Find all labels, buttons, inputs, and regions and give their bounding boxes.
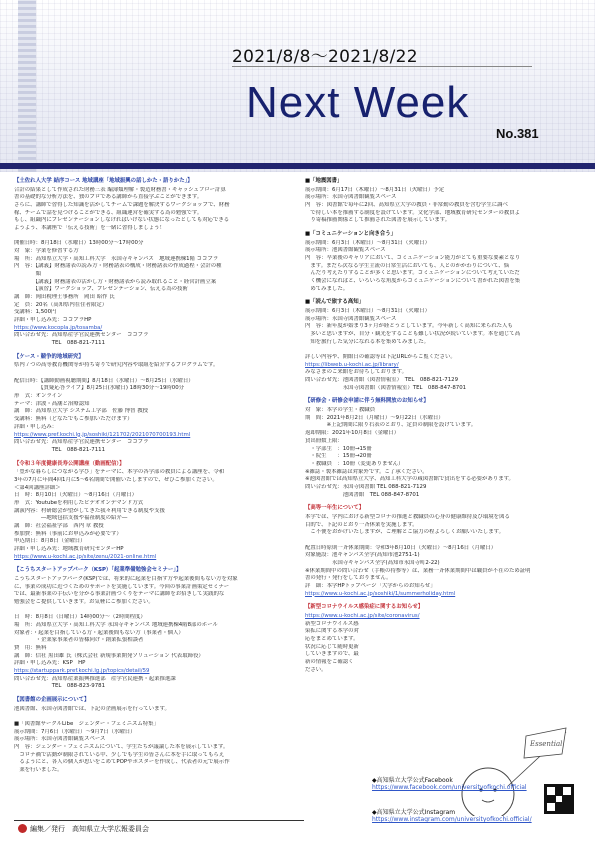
article-line: 講演内容：村研総会が望がしてきた我々利用できる制度や支援 <box>14 507 165 514</box>
article-line: 対象者：・起業を目指している方・起業後間もない方（事業者・個人） <box>14 629 184 636</box>
sns-facebook <box>372 775 527 791</box>
article-heading: 【研修会・研修会申請に伴う無料開放のお知らせ】 <box>305 398 429 405</box>
article-line: 池図書館、永国寺図書館では、下記の企画展示を行っています。 <box>14 705 170 712</box>
article-line: り寄稿推薦関係として推薦された図書を展示しています。 <box>305 217 451 224</box>
article-line: 参加費：無料（事前にお申込みが必要です） <box>14 530 122 537</box>
article-line: 応をまとめています。 <box>305 635 359 642</box>
article <box>14 178 297 348</box>
article-line: 新の情報をご確認く <box>305 658 354 665</box>
article-line: もし、組織内にプレゼンテーションしなければいけない状態になったとしても対応できる <box>14 217 230 224</box>
article-line: 「豊かな暮らしにつながる学び」をテーマに、本学の各学部の教員による講座を、令和 <box>14 469 225 476</box>
article-line: 業を行いました。 <box>14 767 63 774</box>
article-line: テーマ：津波・高潮と治療認知 <box>14 400 90 407</box>
article-line: めてみました。 <box>305 285 349 292</box>
article-line: 展示場所：池図書館観覧スペース <box>305 247 386 254</box>
article-line: 定 員：20名（高知県内在住者限定） <box>14 301 108 308</box>
article-line: 問い合わせ先：池図書館（図書情報室） TEL 088-821-7129 <box>305 377 459 384</box>
article-line: 展示期間：6月3日（木曜日）～8月31日（火曜日） <box>305 239 430 246</box>
article-line: 開催日時：8月18日（水曜日）13時00分～17時00分 <box>14 240 144 247</box>
article-line: みなさまのご来館をお待ちしております。 <box>305 369 407 376</box>
sns-instagram <box>372 807 532 823</box>
article-line: く機会になればと、いろいろな角度からコミュニケーションについて書かれた図書を集 <box>305 278 521 285</box>
contact-line: 問い合わせ先：高知県産学官民連携センター ココプラ <box>14 332 149 339</box>
article-line: 場 所：高知県立大学・高知工科大学 永国寺キャンパス 地域連携棟1階 ココプラ <box>14 255 219 262</box>
footer-text: 編集／発行 高知県立大学広報委員会 <box>30 825 149 833</box>
article-heading: 【新型コロナウイルス感染症に関するお知らせ】 <box>305 604 424 611</box>
article-line: 問い合わせ先：永国寺図書館 TEL 088-821-7129 <box>305 483 427 490</box>
article-line: 池図書館 TEL 088-847-8701 <box>305 491 420 498</box>
article-line: 書の基礎的な分析方法を、独のプロである講師から直接学ぶことができます。 <box>14 194 203 201</box>
article-link[interactable]: https://www.u-kochi.ac.jp/soshiki/1/summerholiday.html <box>305 590 456 597</box>
article-line: 永国寺図書館（図書情報室）TEL 088-847-8701 <box>305 384 467 391</box>
article-line: 受講料：1,500円 <box>14 309 57 316</box>
article-line <box>305 346 585 354</box>
footer-divider <box>14 820 304 821</box>
article-line: んだり考えたりすることが多くと思います。コミュニケーションについて考えていただ <box>305 270 520 277</box>
article <box>14 567 297 691</box>
article-line <box>14 370 297 378</box>
article-line: 多いと思いますが、自分・観光をすることも難しい状況が続いています。本を通じて高 <box>305 331 521 338</box>
article-line: 期 間：2021年8月2日（月曜日）～9月22日（水曜日） <box>305 414 444 421</box>
right-column <box>305 178 585 680</box>
article-line: 対 象：学業を修習する方 <box>14 248 79 255</box>
article-line: 詳細・申し込み先：KSP HP <box>14 660 86 667</box>
article-line: ―地域包括支援や福祉制度の紹介― <box>14 515 128 522</box>
article-link[interactable]: https://www.kocopla.jp/tosamba/ <box>14 324 103 331</box>
article-line: 詳 細：本学HPトップページ「大学からのお知らせ」 <box>305 582 436 589</box>
left-column <box>14 178 297 781</box>
contact-line: TEL 088-823-9781 <box>14 683 106 690</box>
article-line <box>305 537 585 545</box>
article-line: 合計の結果として作成された財務三表 編簿類理解・製造財務書・キャッシュフロー計算 <box>14 186 226 193</box>
article-line: ※雑誌・製本雑誌は対象外です。ご了承ください。 <box>305 468 428 475</box>
article-line: 勉強会をご提供していきます。お気軽にご参加ください。 <box>14 598 154 605</box>
article-line: ・教職員 ：10冊（変更ありません） <box>305 460 404 467</box>
article-line: 県内７つの高等教育機関等が持ち寄りで研究内容や取組を紹介するプログラムです。 <box>14 362 219 369</box>
article-line: 展示期間：6月3日（木曜日）～8月31日（火曜日） <box>305 308 430 315</box>
article-line: ＜第4回講座詳細＞ <box>14 484 61 491</box>
article-line: ■「図書館サークルLibe ジェンダー・フェミニズム特集」 <box>14 721 159 728</box>
article <box>305 178 585 225</box>
article-line: ご不便をおかけいたしますが、ご理解とご協力の程よろしくお願いいたします。 <box>305 529 505 536</box>
article-line: 展示場所：永国寺図書館観覧スペース <box>14 736 106 743</box>
article-line: 場 所：高知県立大学・高知工科大学 永国寺キャンパス 地域連携棟4階8部のホール <box>14 621 218 628</box>
article-line: 形 式：Youtubeを利用したビデオオンデマンド方式 <box>14 499 144 506</box>
article-line: 【質疑応答ライブ】8月25日(水曜日) 18時30分～19時00分 <box>14 385 185 392</box>
footer <box>18 824 149 834</box>
article-line: で持しい本を推薦する制度を設けています。文化学部、地域教育研究センターの教員よ <box>305 209 520 216</box>
article-line: 染拡に関する本学の対 <box>305 628 359 635</box>
article-link[interactable]: https://www.u-kochi.ac.jp/site/coronavirus/ <box>305 612 420 619</box>
article-line: 内 容：新年度が始まり3ヶ月が経とうとしています。今年新しく高知に来られた人も <box>305 323 513 330</box>
article <box>305 398 585 499</box>
article-line: 展示場所：永国寺図書館観覧スペース <box>305 194 397 201</box>
article-line: 受講料：無料（どなたでもご参加いただけます） <box>14 416 133 423</box>
article-line: ・企業家事業者の皆様向け・創業拡張相談者 <box>14 637 144 644</box>
article-line: 講 師：高知県立大学 システム工学部 佐藤 博智 教授 <box>14 408 148 415</box>
article-line: していきますので、最 <box>305 651 359 658</box>
article-line: 配信日時：【講師動画視聴期間】8月18日（水曜日）～8月25日（水曜日） <box>14 377 194 384</box>
article-line: ・院生 ：15冊→20冊 <box>305 453 372 460</box>
article-line: 稼、チームで話を見つけることができる、組織運営を確実する為の勉強です。 <box>14 209 203 216</box>
article-line: 貸出冊数上限： <box>305 437 343 444</box>
article-line: 日 時：8月10日（火曜日）～8月16日（月曜日） <box>14 492 138 499</box>
article-line: 日 時：8月8日（日曜日）14時00分～（2時間程度） <box>14 614 146 621</box>
article-line: 内 容：卒業後のキャリアにおいて、コミュニケーション能力がとても重要な要素となり <box>305 255 521 262</box>
article-line: 詳細・申し込み： <box>14 423 58 430</box>
date-range: 2021/8/8～2021/8/22 <box>232 47 418 67</box>
article-line: ます。まだら次なる学生主流の日常生活においても、人とのかかわりについて、悩 <box>305 262 510 269</box>
article-line <box>14 233 297 241</box>
contact-line: 問い合わせ先：高知県産業振興推進部 産学官民連携・起業推進課 <box>14 675 176 682</box>
article-link[interactable]: https://www.u-kochi.ac.jp/site/zenu/2021-online.html <box>14 553 157 560</box>
article-line: 講 師：信社 黒田雄 氏（株式会社 新規事業開発ソリューション 代表取締役） <box>14 652 204 659</box>
article-heading: 【ケース・競争的地域研究】 <box>14 353 84 360</box>
article-line: ・学部生 ：10冊→15冊 <box>305 445 372 452</box>
article <box>305 299 585 392</box>
page-title: Next Week <box>246 78 470 127</box>
article-line: 詳細・申し込み先：ココプラHP <box>14 317 92 324</box>
article-heading: 【令和３年度健康長寿公開講座（動画配信）】 <box>14 460 125 467</box>
article-line: ※池図書館では高知県立大学、高知工科大学の蔵図書館で貸出をする必要があります。 <box>305 476 514 483</box>
article-line: 内 容：ジェンダー・フェミニズムについて、学生たちが議論した本を展示しています。 <box>14 744 229 751</box>
article-line: 類 <box>14 271 41 278</box>
article-heading: 【こうちスタートアップパーク（KSP）「起業準備勉強会セミナー」】 <box>14 567 182 574</box>
article-line: 状況に応じて随時更新 <box>305 643 359 650</box>
article-line: 【講義】財務諸表の活かし方・財務諸表から読み取れること・経営計画立案 <box>14 278 217 285</box>
issue-number: No.381 <box>496 126 539 141</box>
article-line: に、事業の成功に近づくためのサポートを実施しています。今回の事業計画策定セミナー <box>14 583 230 590</box>
article-line: 本学では、学内における新型コロナの推進と教職員の心身の健康維持及び環境を図る <box>305 513 510 520</box>
article <box>305 231 585 293</box>
article <box>305 505 585 598</box>
article-heading: ■「読んで旅する高知」 <box>305 299 364 306</box>
article-line: ださい。 <box>305 666 327 673</box>
article-line: 対 象：本学の学生・教職員 <box>305 407 376 414</box>
article-link[interactable]: https://www.pref.kochi.lg.jp/soshiki/121702/2021070700193.html <box>14 431 191 438</box>
article <box>14 697 297 775</box>
article-line: 【演習】ワークショップ、プレゼンテーション、伝える為の技術 <box>14 286 188 293</box>
article-line <box>14 713 297 721</box>
sns-facebook-label: ◆高知県立大学公式Facebook <box>372 777 453 784</box>
article-heading: 【高等一年生について】 <box>305 505 365 512</box>
contact-line: TEL 088-821-7111 <box>14 446 106 453</box>
header-decoration-stripe <box>18 0 36 172</box>
article-line: 展示期間：7月6日（水曜日）～9月7日（水曜日） <box>14 728 136 735</box>
article-line: 対象施設：池キャンパス全学(高知市池2751-1) <box>305 552 420 559</box>
article-line: では、最新事業の手伝いを分かる事業計画つくりをテーマに講師をお招きして実践的な <box>14 591 225 598</box>
article-heading: 【土佐れ人大学 結序コース 地域講座「地域振興の話しかた・語りかた」】 <box>14 178 193 184</box>
sns-facebook-link[interactable]: https://www.facebook.com/universityofkochi.official <box>372 784 527 791</box>
article-line: 費 用：無料 <box>14 644 47 651</box>
article-line: 配置日時原則一斉休業期間：令和3年8月10日（火曜日）～8月16日（月曜日） <box>305 544 497 551</box>
article-line: るようにと、各人の個人が思いをこめてPOPやポスターを作成し、代表者の元で展示作 <box>14 759 230 766</box>
article-line: 内 容：【講義】財務諸表の読み方・財務諸表の構成・財務諸表の作成過程・会計の種 <box>14 263 222 270</box>
contact-line: TEL 088-821-7111 <box>14 340 106 347</box>
article-heading: ■「地震図書」 <box>305 178 343 184</box>
sns-instagram-link[interactable]: https://www.instagram.com/universityofkochi.official/ <box>372 816 532 823</box>
article-line <box>14 607 297 615</box>
article-link[interactable]: https://startuppark.pref.kochi.lg.jp/topics/detail/59 <box>14 667 150 674</box>
article-line: 新型コロナウイルス感 <box>305 620 359 627</box>
article-line: 講 師：岡田税理士事務所 岡田 昭作 氏 <box>14 294 115 301</box>
article-line: 目的で、下記のとおり一斉休業を実施します。 <box>305 521 418 528</box>
article-line: 講 師：社会福祉学部 西内 章 教授 <box>14 522 104 529</box>
article-line: ようよう、本講座で「伝える技術」を一緒に習得しましょう！ <box>14 225 165 232</box>
contact-line: 問い合わせ先：高知県産学官民連携センター ココプラ <box>14 439 149 446</box>
article-line: 形 式：オンライン <box>14 393 63 400</box>
article <box>14 354 297 455</box>
article-line: 詳しい内容や、開館日の確認等は下記URLからご覧ください。 <box>305 354 456 361</box>
university-logo-icon <box>18 824 27 833</box>
article-line: コロナ禍で活動が制限されている中、少しでも学生の皆さんに本を手に取ってもらえ <box>14 751 225 758</box>
article-line: ※上記期間に限り右表のとおり、定員の制限を設けています。 <box>305 422 477 429</box>
article-line: ※休業期間中の問い合わせ（手帳の持参等）は、業務一斉休業期間中は職員が不在のため証明 <box>305 567 531 574</box>
article-link[interactable]: https://libweb.u-kochi.ac.jp/library/ <box>305 361 399 368</box>
sns-instagram-label: ◆高知県立大学公式Instagram <box>372 809 456 816</box>
article-line: こうちスタートアップパーク(KSP)では、将来的に起業を目指す方や起業後間もない方を対象 <box>14 575 238 582</box>
mascot-flag-illustration <box>448 724 578 816</box>
article-line: 詳細・申し込み先：地域教育研究センターHP <box>14 545 124 552</box>
article-line: 内 容：図書館で毎年に2回、高知県立大学の教員・非常勤の教員を含む学生に調べ <box>305 202 508 209</box>
page-header <box>0 0 595 172</box>
article-line: 返却期限：2021年10月8日（金曜日） <box>305 430 400 437</box>
article-line: 3年の7月に年間4回1月に5～6名期間で開催いたしますので、ぜひご参加ください。 <box>14 476 218 483</box>
article-line: 永国寺キャンパス全学(高知市永国寺町2-22) <box>305 559 440 566</box>
article-line: さらに、講師で習得した知識を活かしてチームで課題を解決するワークショップで、財務 <box>14 202 230 209</box>
article-line: 知を旅行した気分になれる本を集めてみました。 <box>305 338 429 345</box>
article-line: 申込期日：8月8日（金曜日） <box>14 538 86 545</box>
article-heading: ■「コミュニケーションと向き合う」 <box>305 231 397 238</box>
article <box>305 604 585 674</box>
article-line: 展示場所：永国寺図書館観覧スペース <box>305 315 397 322</box>
article-line: 書の発行・発行をしておりません。 <box>305 575 392 582</box>
svg-text:Essential: Essential <box>530 740 563 748</box>
header-divider-bar <box>0 163 595 169</box>
article-heading: 【図書館の企画展示について】 <box>14 697 90 703</box>
date-underline <box>232 66 532 67</box>
article <box>14 461 297 562</box>
article-line: 展示期間：6月17日（木曜日）～8月31日（火曜日）予定 <box>305 186 445 193</box>
